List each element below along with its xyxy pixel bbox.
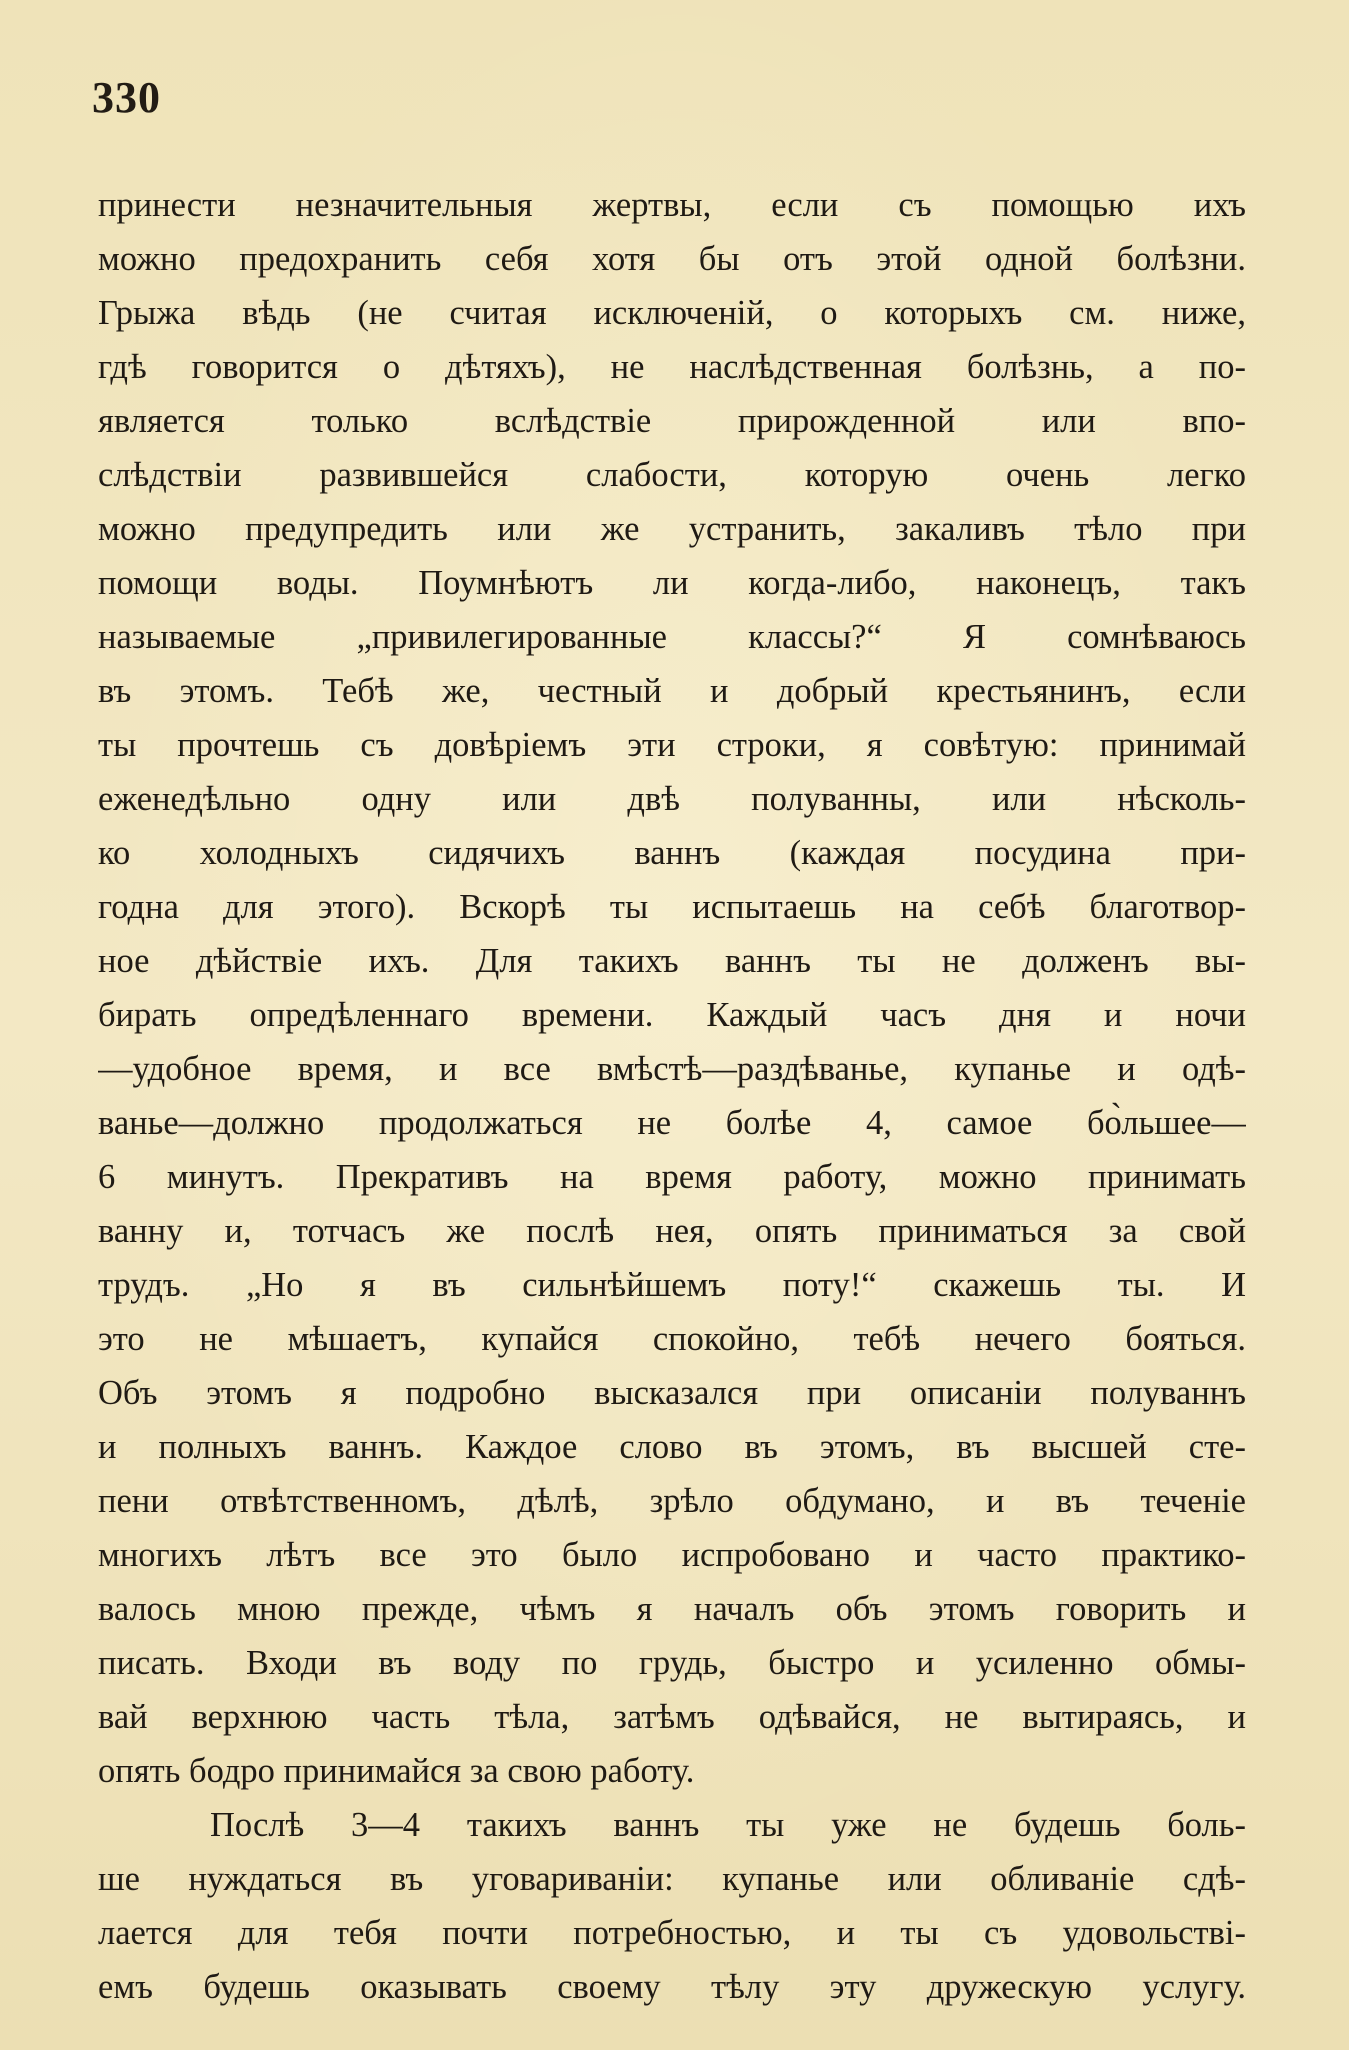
text-line: 6 минутъ. Прекративъ на время работу, можно принимать <box>98 1158 1246 1196</box>
text-line: трудъ. „Но я въ сильнѣйшемъ поту!“ скажешь ты. И <box>98 1266 1246 1304</box>
body-text <box>98 178 1246 2014</box>
text-line: бирать опредѣленнаго времени. Каждый часъ дня и ночи <box>98 996 1246 1034</box>
text-line: ное дѣйствiе ихъ. Для такихъ ваннъ ты не долженъ вы- <box>98 942 1246 980</box>
text-line: ванну и, тотчасъ же послѣ нея, опять приниматься за свой <box>98 1212 1246 1250</box>
text-line: еженедѣльно одну или двѣ полуванны, или нѣсколь- <box>98 780 1246 818</box>
text-line: называемые „привилегированные классы?“ Я сомнѣваюсь <box>98 618 1246 656</box>
text-line: вай верхнюю часть тѣла, затѣмъ одѣвайся, не вытираясь, и <box>98 1698 1246 1736</box>
text-line: писать. Входи въ воду по грудь, быстро и усиленно обмы- <box>98 1644 1246 1682</box>
text-line: лается для тебя почти потребностью, и ты съ удовольствi- <box>98 1914 1246 1952</box>
text-line: пени отвѣтственномъ, дѣлѣ, зрѣло обдумано, и въ теченiе <box>98 1482 1246 1520</box>
text-line: ше нуждаться въ уговариванiи: купанье или обливанiе сдѣ- <box>98 1860 1246 1898</box>
text-line: это не мѣшаетъ, купайся спокойно, тебѣ нечего бояться. <box>98 1320 1246 1358</box>
text-line: Послѣ 3—4 такихъ ваннъ ты уже не будешь боль- <box>210 1806 1246 1844</box>
text-line: годна для этого). Вскорѣ ты испытаешь на себѣ благотвор- <box>98 888 1246 926</box>
text-line: въ этомъ. Тебѣ же, честный и добрый крестьянинъ, если <box>98 672 1246 710</box>
text-line: помощи воды. Поумнѣютъ ли когда-либо, наконецъ, такъ <box>98 564 1246 602</box>
text-line: валось мною прежде, чѣмъ я началъ объ этомъ говорить и <box>98 1590 1246 1628</box>
text-line: Грыжа вѣдь (не считая исключенiй, о которыхъ см. ниже, <box>98 294 1246 332</box>
text-line: и полныхъ ваннъ. Каждое слово въ этомъ, въ высшей сте- <box>98 1428 1246 1466</box>
page-number: 330 <box>92 73 161 122</box>
text-line: емъ будешь оказывать своему тѣлу эту дружескую услугу. <box>98 1968 1246 2006</box>
text-line: ко холодныхъ сидячихъ ваннъ (каждая посудина при- <box>98 834 1246 872</box>
text-line: ты прочтешь съ довѣрiемъ эти строки, я совѣтую: принимай <box>98 726 1246 764</box>
text-line: принести незначительныя жертвы, если съ помощью ихъ <box>98 186 1246 224</box>
text-line: —удобное время, и все вмѣстѣ—раздѣванье, купанье и одѣ- <box>98 1050 1246 1088</box>
text-line: Объ этомъ я подробно высказался при описанiи полуваннъ <box>98 1374 1246 1412</box>
text-line: опять бодро принимайся за свою работу. <box>98 1752 695 1790</box>
text-line: является только вслѣдствiе прирожденной или впо- <box>98 402 1246 440</box>
text-line: ванье—должно продолжаться не болѣе 4, самое бо̀льшее— <box>98 1104 1246 1142</box>
text-line: многихъ лѣтъ все это было испробовано и часто практико- <box>98 1536 1246 1574</box>
text-line: можно предохранить себя хотя бы отъ этой одной болѣзни. <box>98 240 1246 278</box>
text-line: гдѣ говорится о дѣтяхъ), не наслѣдственная болѣзнь, а по- <box>98 348 1246 386</box>
text-line: слѣдствiи развившейся слабости, которую очень легко <box>98 456 1246 494</box>
text-line: можно предупредить или же устранить, закаливъ тѣло при <box>98 510 1246 548</box>
